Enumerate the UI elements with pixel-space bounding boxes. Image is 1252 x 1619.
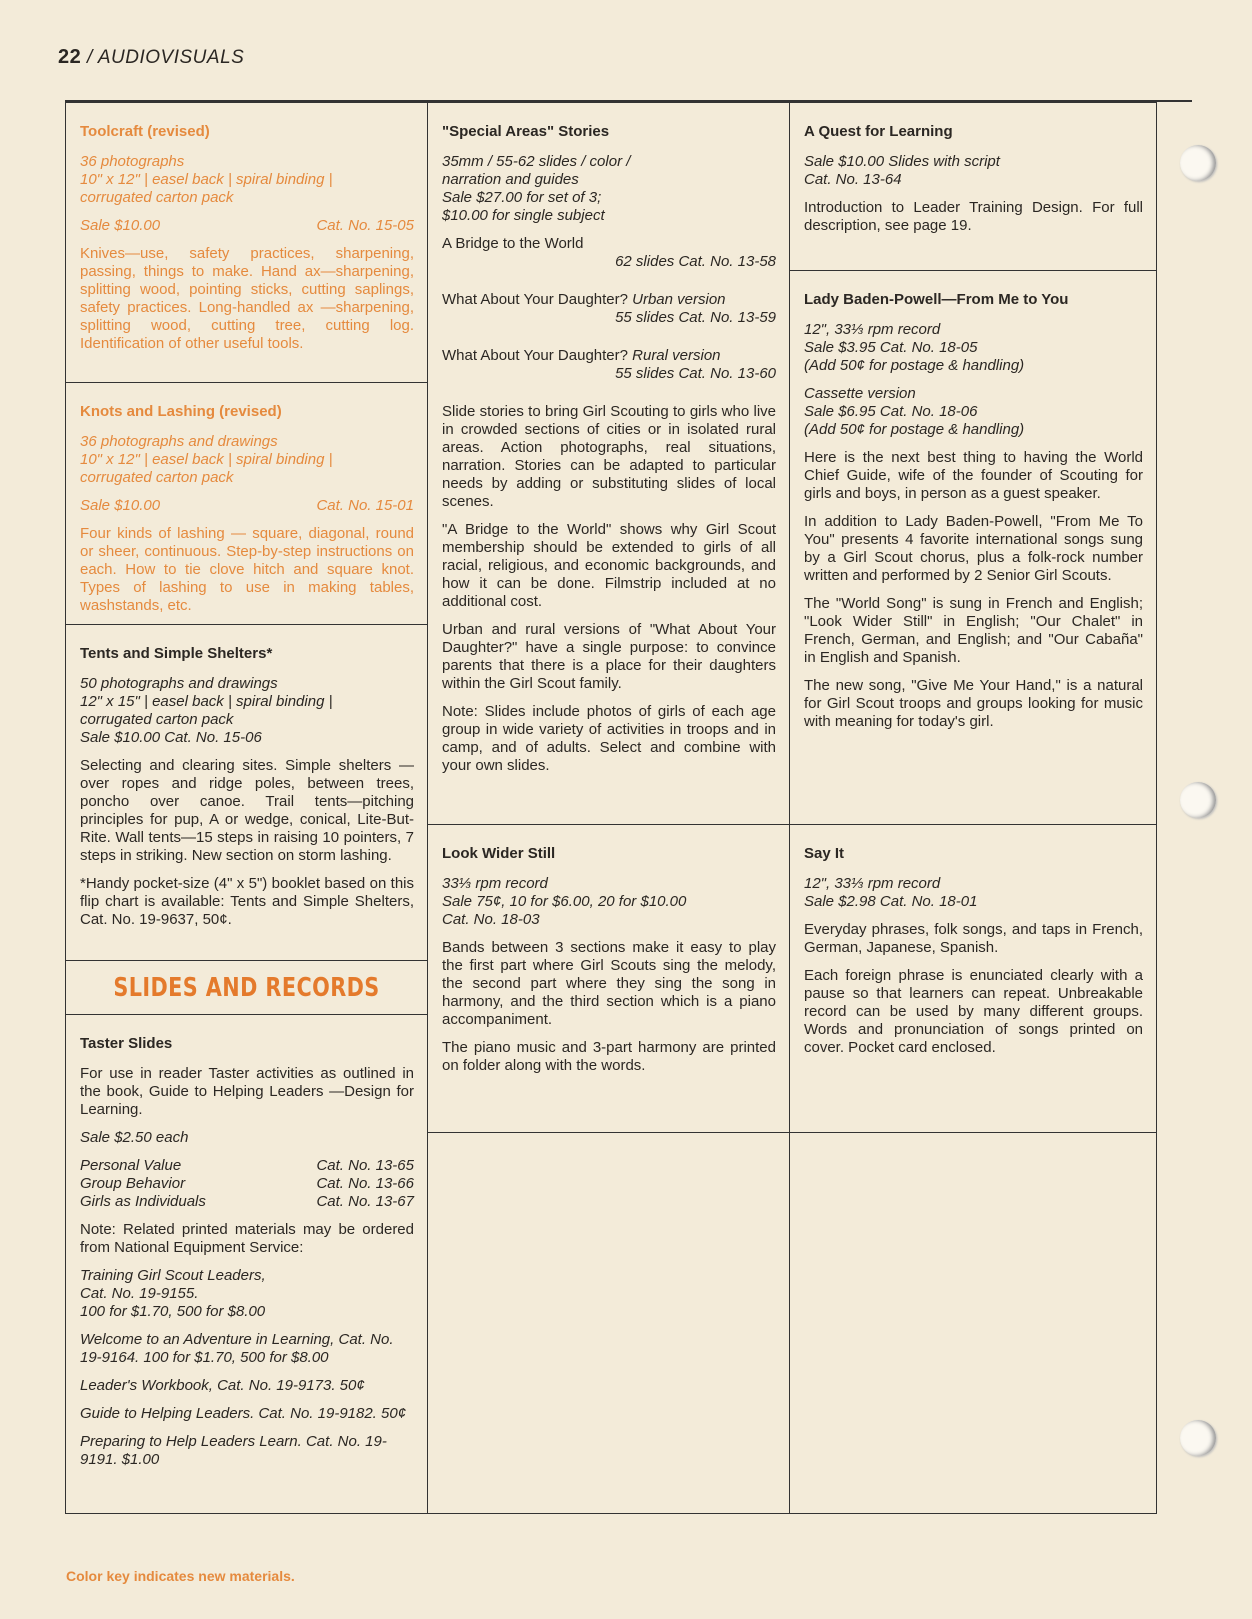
- spec-line: 36 photographs: [80, 153, 185, 170]
- catalog-row: [80, 1193, 414, 1211]
- spec-line: $10.00 for single subject: [442, 207, 605, 224]
- spec-line: (Add 50¢ for postage & handling): [804, 421, 1025, 438]
- entry-title: Look Wider Still: [442, 845, 556, 862]
- entry-title: "Special Areas" Stories: [442, 123, 610, 140]
- spec-line: corrugated carton pack: [80, 711, 234, 728]
- slide-version: Urban version: [632, 291, 726, 308]
- row-label: Sale $10.00: [80, 497, 161, 514]
- description: The new song, "Give Me Your Hand," is a natural for Girl Scout troops and groups looking for music with meaning for today's girl.: [804, 677, 1143, 730]
- slide-count-catalog: 62 slides Cat. No. 13-58: [615, 253, 776, 270]
- spec-block: [804, 321, 1143, 375]
- description: For use in reader Taster activities as outlined in the book, Guide to Helping Leaders —Design for Learning.: [80, 1065, 414, 1118]
- catalog-number: Cat. No. 13-65: [316, 1157, 414, 1174]
- binder-hole: [1180, 1420, 1216, 1456]
- catalog-entry-ladybp: [789, 270, 1157, 825]
- spec-line: Sale $10.00 Cat. No. 15-06: [80, 729, 262, 746]
- spec-line: Preparing to Help Leaders Learn. Cat. No. 19-9191. $1.00: [80, 1433, 387, 1468]
- catalog-grid: [65, 100, 1192, 1562]
- row-label: Girls as Individuals: [80, 1193, 206, 1210]
- row-label: Personal Value: [80, 1157, 182, 1174]
- slide-item: [442, 291, 776, 327]
- spec-block: [442, 153, 776, 225]
- binder-hole: [1180, 782, 1216, 818]
- spec-line: Cat. No. 19-9155.: [80, 1285, 199, 1302]
- spec-line: Leader's Workbook, Cat. No. 19-9173. 50¢: [80, 1377, 365, 1394]
- spec-line: Guide to Helping Leaders. Cat. No. 19-9182. 50¢: [80, 1405, 407, 1422]
- catalog-row: [80, 217, 414, 235]
- spec-line: Welcome to an Adventure in Learning, Cat. No. 19-9164. 100 for $1.70, 500 for $8.00: [80, 1331, 394, 1366]
- description: The piano music and 3-part harmony are printed on folder along with the words.: [442, 1039, 776, 1074]
- spec-line: Sale $2.50 each: [80, 1129, 189, 1146]
- spec-line: 12", 33⅓ rpm record: [804, 875, 941, 892]
- spec-block: [80, 1377, 414, 1395]
- catalog-entry-tents: [65, 624, 428, 961]
- spec-line: 12", 33⅓ rpm record: [804, 321, 941, 338]
- catalog-entry-special: [427, 102, 790, 825]
- spec-line: 50 photographs and drawings: [80, 675, 278, 692]
- slide-title: [442, 291, 776, 309]
- spec-line: (Add 50¢ for postage & handling): [804, 357, 1025, 374]
- spec-block: [80, 1331, 414, 1367]
- spec-line: Sale $10.00 Slides with script: [804, 153, 1000, 170]
- catalog-row: [80, 497, 414, 515]
- description: Here is the next best thing to having the World Chief Guide, wife of the founder of Scouting for girls and boys, in person as a guest speaker.: [804, 449, 1143, 502]
- spec-line: 35mm / 55-62 slides / color /: [442, 153, 631, 170]
- catalog-entry-right-empty: [789, 1132, 1157, 1514]
- catalog-entry-knots: [65, 382, 428, 625]
- spec-line: Sale $27.00 for set of 3;: [442, 189, 602, 206]
- description: Note: Related printed materials may be ordered from National Equipment Service:: [80, 1221, 414, 1256]
- spec-block: [80, 1433, 414, 1469]
- entry-title: Tents and Simple Shelters*: [80, 645, 273, 662]
- color-key-note: Color key indicates new materials.: [66, 1568, 295, 1584]
- slide-item: [442, 235, 776, 271]
- catalog-number: Cat. No. 13-67: [316, 1193, 414, 1210]
- catalog-entry-sayit: [789, 824, 1157, 1133]
- slide-title-text: A Bridge to the World: [442, 235, 584, 252]
- spec-line: narration and guides: [442, 171, 579, 188]
- spec-block: [80, 1405, 414, 1423]
- catalog-row: [80, 1157, 414, 1175]
- catalog-entry-lookwider: [427, 824, 790, 1133]
- description: Bands between 3 sections make it easy to play the first part where Girl Scouts sing the melody, the second part where they sing the song in harmony, and the third section which is a piano accompaniment.: [442, 939, 776, 1028]
- spec-block: [80, 153, 414, 207]
- spec-block: [804, 385, 1143, 439]
- row-label: Sale $10.00: [80, 217, 161, 234]
- description: Urban and rural versions of "What About Your Daughter?" have a single purpose: to convince parents that there is a place for their daughters within the Girl Scout family.: [442, 621, 776, 692]
- spec-line: Cassette version: [804, 385, 916, 402]
- catalog-number: Cat. No. 15-05: [316, 217, 414, 234]
- section-banner: SLIDES AND RECORDS: [113, 972, 380, 1003]
- spec-block: [80, 1267, 414, 1321]
- catalog-entry-mid-empty: [427, 1132, 790, 1514]
- catalog-row: [80, 1175, 414, 1193]
- description: Knives—use, safety practices, sharpening, passing, things to make. Hand ax—sharpening, splitting wood, pointing sticks, cutting saplings, safety practices. Long-handled ax —sharpening, splitting wood, cutting tree, cutting log. Identification of other useful tools.: [80, 245, 414, 352]
- spec-line: Training Girl Scout Leaders,: [80, 1267, 266, 1284]
- spec-block: [80, 675, 414, 747]
- page-number: 22: [58, 46, 82, 68]
- spec-line: Cat. No. 18-03: [442, 911, 540, 928]
- catalog-number: Cat. No. 15-01: [316, 497, 414, 514]
- description: In addition to Lady Baden-Powell, "From Me To You" presents 4 favorite international songs sung by a Girl Scout chorus, plus a folk-rock number written and performed by 2 Senior Girl Scouts.: [804, 513, 1143, 584]
- section-title: / AUDIOVISUALS: [87, 47, 245, 68]
- spec-line: Sale $3.95 Cat. No. 18-05: [804, 339, 978, 356]
- slide-item: [442, 347, 776, 383]
- spec-block: [442, 875, 776, 929]
- spec-line: 10" x 12" | easel back | spiral binding |: [80, 451, 333, 468]
- description: Note: Slides include photos of girls of each age group in wide variety of activities in troops and in camp, and of adults. Select and combine with your own slides.: [442, 703, 776, 774]
- description: *Handy pocket-size (4" x 5") booklet based on this flip chart is available: Tents and Simple Shelters, Cat. No. 19-9637, 50¢.: [80, 875, 414, 928]
- catalog-entry-taster: [65, 1014, 428, 1514]
- slide-version: Rural version: [632, 347, 721, 364]
- description: Everyday phrases, folk songs, and taps in French, German, Japanese, Spanish.: [804, 921, 1143, 956]
- spec-block: [804, 153, 1143, 189]
- description: Slide stories to bring Girl Scouting to girls who live in crowded sections of cities or in isolated rural areas. Action photographs, real situations, narration. Stories can be adapted to particular needs by adding or substituting slides of local scenes.: [442, 403, 776, 510]
- description: Introduction to Leader Training Design. For full description, see page 19.: [804, 199, 1143, 234]
- entry-title: Knots and Lashing (revised): [80, 403, 282, 420]
- spec-line: 36 photographs and drawings: [80, 433, 278, 450]
- slide-title: [442, 235, 776, 253]
- spec-line: 10" x 12" | easel back | spiral binding |: [80, 171, 333, 188]
- slide-count-catalog: 55 slides Cat. No. 13-60: [615, 365, 776, 382]
- spec-line: 12" x 15" | easel back | spiral binding |: [80, 693, 333, 710]
- description: The "World Song" is sung in French and English; "Look Wider Still" in English; "Our Chalet" in French, German, and English; and "Our Cabaña" in English and Spanish.: [804, 595, 1143, 666]
- spec-block: [80, 1129, 414, 1147]
- binder-hole: [1180, 145, 1216, 181]
- description: "A Bridge to the World" shows why Girl Scout membership should be extended to girls of all racial, religious, and economic backgrounds, and how it can be done. Filmstrip included at no additional cost.: [442, 521, 776, 610]
- entry-title: Taster Slides: [80, 1035, 173, 1052]
- entry-title: Lady Baden-Powell—From Me to You: [804, 291, 1069, 308]
- entry-title: Toolcraft (revised): [80, 123, 210, 140]
- catalog-number: Cat. No. 13-66: [316, 1175, 414, 1192]
- description: Selecting and clearing sites. Simple shelters —over ropes and ridge poles, between trees, poncho over canoe. Trail tents—pitching principles for pup, A or wedge, conical, Lite-But-Rite. Wall tents—15 steps in raising 10 pointers, 7 steps in striking. New section on storm lashing.: [80, 757, 414, 864]
- spec-block: [804, 875, 1143, 911]
- spec-line: Sale $6.95 Cat. No. 18-06: [804, 403, 978, 420]
- spec-line: Sale $2.98 Cat. No. 18-01: [804, 893, 978, 910]
- catalog-entry-banner: [65, 960, 428, 1015]
- entry-title: Say It: [804, 845, 845, 862]
- entry-title: A Quest for Learning: [804, 123, 953, 140]
- catalog-entry-toolcraft: [65, 102, 428, 383]
- description: Each foreign phrase is enunciated clearly with a pause so that learners can repeat. Unbreakable record can be used by many different groups. Words and pronunciation of songs printed on cover. Pocket card enclosed.: [804, 967, 1143, 1056]
- slide-title: [442, 347, 776, 365]
- spec-line: Cat. No. 13-64: [804, 171, 902, 188]
- row-label: Group Behavior: [80, 1175, 186, 1192]
- description: Four kinds of lashing — square, diagonal, round or sheer, continuous. Step-by-step instructions on each. How to tie clove hitch and square knot. Types of lashing to use in making tables, washstands, etc.: [80, 525, 414, 614]
- page-header: [58, 46, 244, 69]
- spec-line: 33⅓ rpm record: [442, 875, 548, 892]
- slide-title-text: What About Your Daughter?: [442, 347, 633, 364]
- slide-count-catalog: 55 slides Cat. No. 13-59: [615, 309, 776, 326]
- spec-line: Sale 75¢, 10 for $6.00, 20 for $10.00: [442, 893, 687, 910]
- spec-line: 100 for $1.70, 500 for $8.00: [80, 1303, 266, 1320]
- catalog-entry-quest: [789, 102, 1157, 271]
- spec-line: corrugated carton pack: [80, 469, 234, 486]
- slide-title-text: What About Your Daughter?: [442, 291, 633, 308]
- spec-line: corrugated carton pack: [80, 189, 234, 206]
- spec-block: [80, 433, 414, 487]
